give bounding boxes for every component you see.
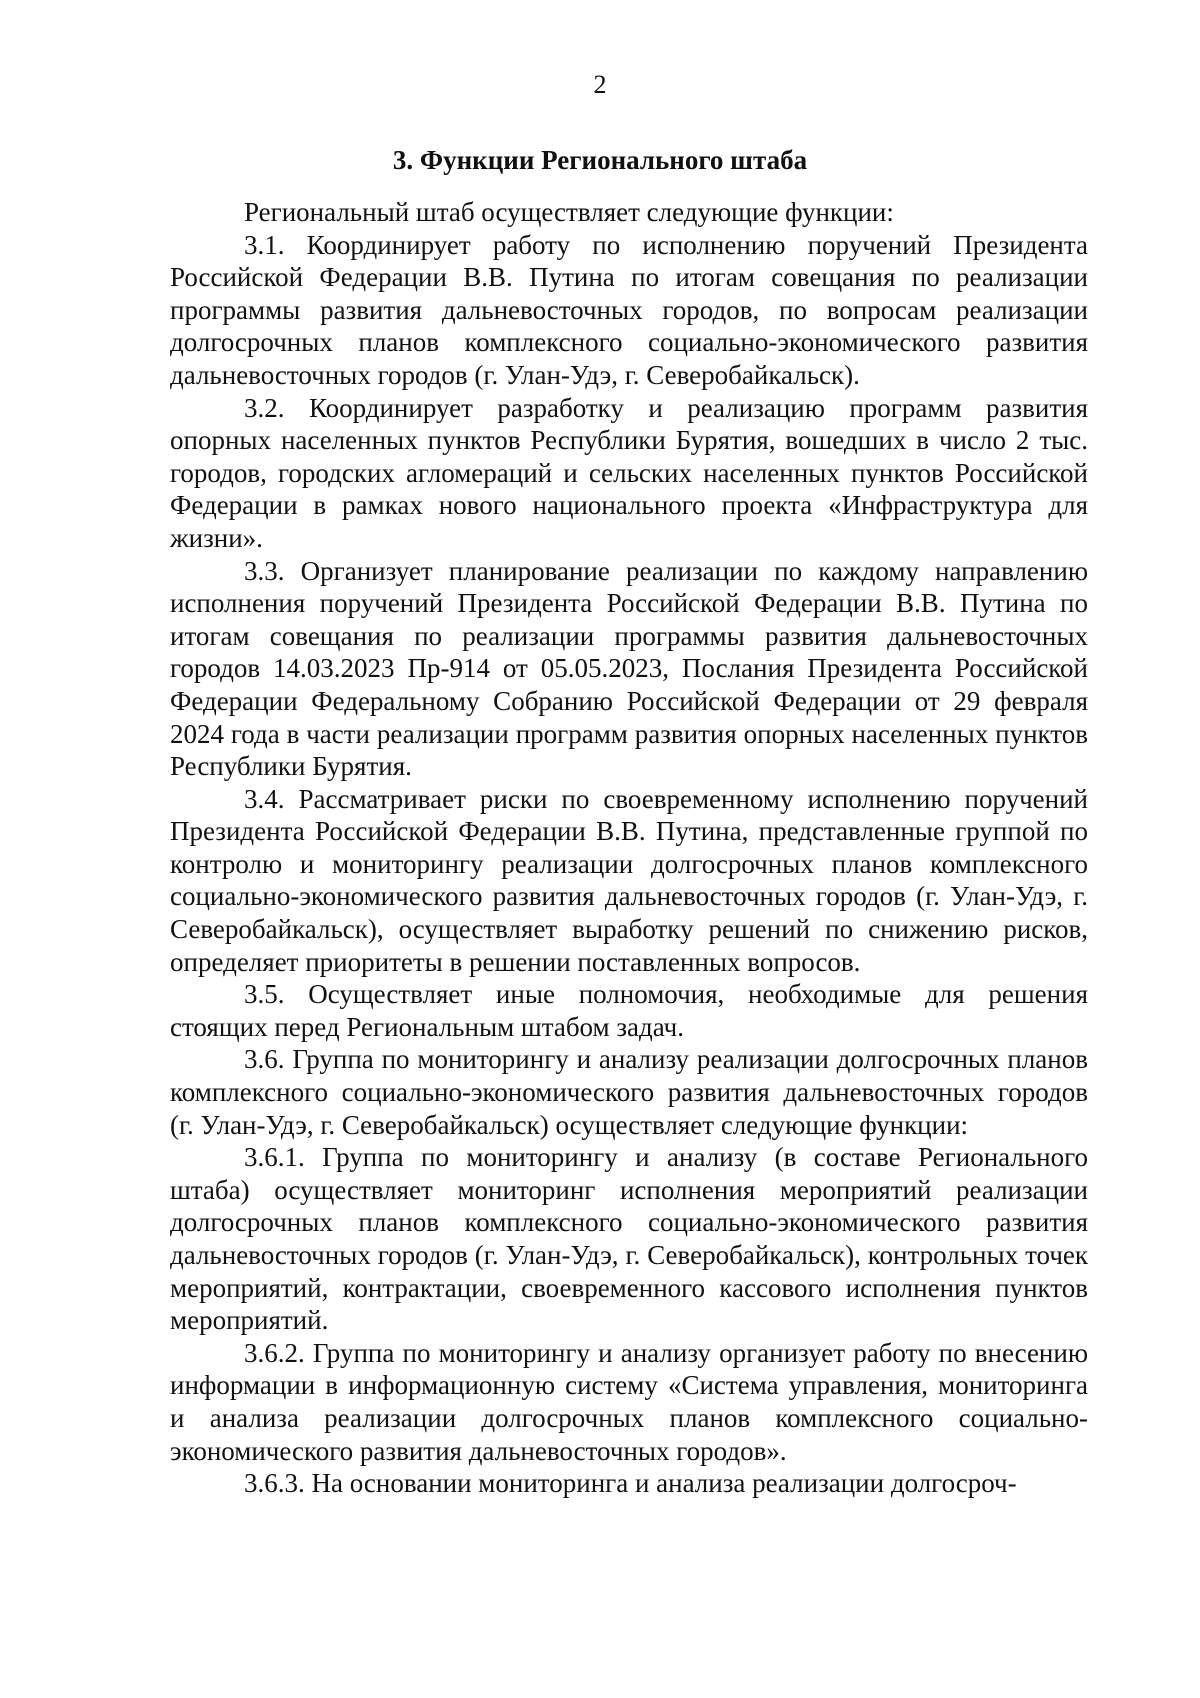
paragraph-3-4: 3.4. Рассматривает риски по своевременному исполнению поручений Президента Российской Федерации В.В. Путина, представленные группой по контролю и мониторингу реализации долгосрочных планов комплексного социально-экономического развития дальневосточных городов (г. Улан-Удэ, г. Северобайкальск), осуществляет выработку решений по снижению рисков, определяет приоритеты в решении поставленных вопросов.: [170, 783, 1088, 977]
section-title: 3. Функции Регионального штаба: [392, 145, 808, 175]
paragraph-3-2: 3.2. Координирует разработку и реализацию программ развития опорных населенных пунктов Республики Бурятия, вошедших в число 2 тыс. городов, городских агломераций и сельских населенных пунктов Российской Федерации в рамках нового национального проекта «Инфраструктура для жизни».: [170, 392, 1088, 553]
paragraph-3-6-3: 3.6.3. На основании мониторинга и анализа реализации долгосроч-: [244, 1468, 1017, 1499]
document-body: [170, 196, 1088, 1500]
paragraph-3-1: 3.1. Координирует работу по исполнению поручений Президента Российской Федерации В.В. Путина по итогам совещания по реализации программы развития дальневосточных городов, по вопросам реализации долгосрочных планов комплексного социально-экономического развития дальневосточных городов (г. Улан-Удэ, г. Северобайкальск).: [170, 229, 1088, 390]
paragraph-intro: Региональный штаб осуществляет следующие функции:: [244, 197, 894, 227]
paragraph-3-3: 3.3. Организует планирование реализации по каждому направлению исполнения поручений Президента Российской Федерации В.В. Путина по итогам совещания по реализации программы развития дальневосточных городов 14.03.2023 Пр-914 от 05.05.2023, Послания Президента Российской Федерации Федеральному Собранию Российской Федерации от 29 февраля 2024 года в части реализации программ развития опорных населенных пунктов Республики Бурятия.: [170, 555, 1088, 782]
paragraph-3-6: 3.6. Группа по мониторингу и анализу реализации долгосрочных планов комплексного социально-экономического развития дальневосточных городов (г. Улан-Удэ, г. Северобайкальск) осуществляет следующие функции:: [170, 1044, 1088, 1140]
page-number: 2: [593, 70, 607, 99]
paragraph-3-6-1: 3.6.1. Группа по мониторингу и анализу (в составе Регионального штаба) осуществляет мониторинг исполнения мероприятий реализации долгосрочных планов комплексного социально-экономического развития дальневосточных городов (г. Улан-Удэ, г. Северобайкальск), контрольных точек мероприятий, контрактации, своевременного кассового исполнения пунктов мероприятий.: [170, 1142, 1088, 1336]
paragraph-3-6-2: 3.6.2. Группа по мониторингу и анализу организует работу по внесению информации в информационную систему «Система управления, мониторинга и анализа реализации долгосрочных планов комплексного социально-экономического развития дальневосточных городов».: [170, 1337, 1088, 1466]
paragraph-3-5: 3.5. Осуществляет иные полномочия, необходимые для решения стоящих перед Региональным штабом задач.: [170, 979, 1088, 1042]
